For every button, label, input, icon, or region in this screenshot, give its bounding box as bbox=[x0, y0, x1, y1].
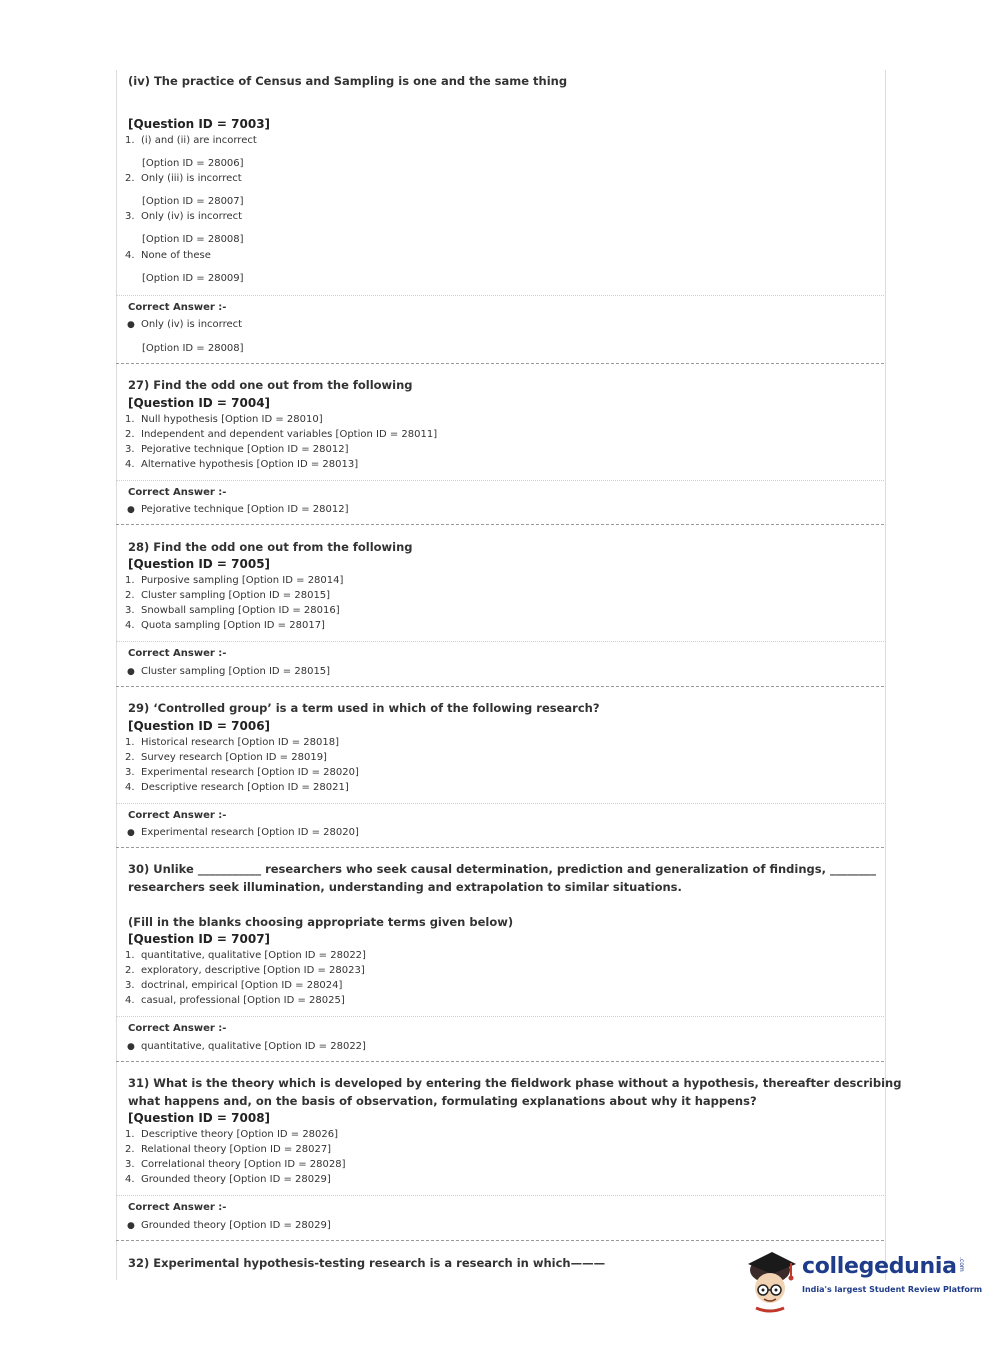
bullet-icon: ● bbox=[127, 1042, 135, 1052]
option-item: 4. Alternative hypothesis [Option ID = 28013] bbox=[125, 459, 359, 470]
option-item: 3. Only (iv) is incorrect bbox=[125, 211, 243, 222]
question-instruction: (Fill in the blanks choosing appropriate terms given below) bbox=[128, 915, 514, 929]
correct-answer: ● quantitative, qualitative [Option ID = 28022] bbox=[127, 1041, 366, 1052]
option-id: [Option ID = 28006] bbox=[142, 158, 244, 169]
bullet-icon: ● bbox=[127, 1221, 135, 1231]
option-id: [Option ID = 28008] bbox=[142, 234, 244, 245]
option-item: 4. Descriptive research [Option ID = 28021] bbox=[125, 782, 349, 793]
logo-tagline: India's largest Student Review Platform bbox=[802, 1285, 983, 1294]
option-item: 4. casual, professional [Option ID = 28025] bbox=[125, 995, 345, 1006]
question-id: [Question ID = 7007] bbox=[128, 932, 271, 946]
question-id: [Question ID = 7004] bbox=[128, 396, 271, 410]
question-separator bbox=[116, 847, 884, 848]
correct-answer: ● Grounded theory [Option ID = 28029] bbox=[127, 1220, 331, 1231]
option-item: 1. Purposive sampling [Option ID = 28014] bbox=[125, 575, 344, 586]
correct-answer-label: Correct Answer :- bbox=[128, 487, 227, 498]
option-item: 2. Survey research [Option ID = 28019] bbox=[125, 752, 327, 763]
correct-answer: ● Cluster sampling [Option ID = 28015] bbox=[127, 666, 331, 677]
collegedunia-logo bbox=[742, 1248, 983, 1318]
question-title: 28) Find the odd one out from the following bbox=[128, 540, 413, 554]
option-id: [Option ID = 28007] bbox=[142, 196, 244, 207]
divider bbox=[116, 1016, 884, 1017]
question-title-line1: 31) What is the theory which is developed by entering the fieldwork phase without a hypothesis, thereafter describing bbox=[128, 1076, 902, 1090]
question-id: [Question ID = 7005] bbox=[128, 557, 271, 571]
question-separator bbox=[116, 363, 884, 364]
option-item: 3. Snowball sampling [Option ID = 28016] bbox=[125, 605, 340, 616]
statement-iv: (iv) The practice of Census and Sampling is one and the same thing bbox=[128, 74, 568, 88]
divider bbox=[116, 1195, 884, 1196]
logo-wordmark: collegedunia bbox=[802, 1254, 957, 1279]
question-separator bbox=[116, 686, 884, 687]
question-separator bbox=[116, 524, 884, 525]
question-separator bbox=[116, 1061, 884, 1062]
option-item: 1. Null hypothesis [Option ID = 28010] bbox=[125, 414, 323, 425]
question-id: [Question ID = 7006] bbox=[128, 719, 271, 733]
divider bbox=[116, 480, 884, 481]
option-id: [Option ID = 28008] bbox=[142, 343, 244, 354]
question-title-line1: 30) Unlike ___________ researchers who seek causal determination, prediction and generalization of findings, ________ bbox=[128, 862, 876, 876]
option-item: 2. Relational theory [Option ID = 28027] bbox=[125, 1144, 332, 1155]
option-item: 4. Grounded theory [Option ID = 28029] bbox=[125, 1174, 331, 1185]
correct-answer-label: Correct Answer :- bbox=[128, 302, 227, 313]
bullet-icon: ● bbox=[127, 828, 135, 838]
option-item: 1. (i) and (ii) are incorrect bbox=[125, 135, 257, 146]
correct-answer-label: Correct Answer :- bbox=[128, 810, 227, 821]
mascot-icon bbox=[742, 1248, 800, 1314]
option-item: 3. Correlational theory [Option ID = 28028] bbox=[125, 1159, 346, 1170]
option-item: 3. Experimental research [Option ID = 28020] bbox=[125, 767, 359, 778]
correct-answer-label: Correct Answer :- bbox=[128, 1202, 227, 1213]
correct-answer-label: Correct Answer :- bbox=[128, 648, 227, 659]
divider bbox=[116, 641, 884, 642]
option-item: 1. quantitative, qualitative [Option ID = 28022] bbox=[125, 950, 366, 961]
option-id: [Option ID = 28009] bbox=[142, 273, 244, 284]
option-item: 3. doctrinal, empirical [Option ID = 28024] bbox=[125, 980, 343, 991]
correct-answer: ● Only (iv) is incorrect bbox=[127, 319, 243, 330]
logo-domain: .com bbox=[958, 1257, 965, 1272]
option-item: 4. None of these bbox=[125, 250, 211, 261]
option-item: 2. Cluster sampling [Option ID = 28015] bbox=[125, 590, 331, 601]
bullet-icon: ● bbox=[127, 667, 135, 677]
question-title: 29) ‘Controlled group’ is a term used in which of the following research? bbox=[128, 701, 600, 715]
option-item: 2. exploratory, descriptive [Option ID = 28023] bbox=[125, 965, 365, 976]
correct-answer: ● Experimental research [Option ID = 28020] bbox=[127, 827, 359, 838]
question-title-line2: what happens and, on the basis of observation, formulating explanations about why it happens? bbox=[128, 1094, 757, 1108]
question-title: 32) Experimental hypothesis-testing research is a research in which——— bbox=[128, 1256, 606, 1270]
option-item: 4. Quota sampling [Option ID = 28017] bbox=[125, 620, 325, 631]
question-id: [Question ID = 7003] bbox=[128, 117, 271, 131]
bullet-icon: ● bbox=[127, 505, 135, 515]
question-title-line2: researchers seek illumination, understanding and extrapolation to similar situations. bbox=[128, 880, 682, 894]
question-separator bbox=[116, 1240, 884, 1241]
question-title: 27) Find the odd one out from the following bbox=[128, 378, 413, 392]
option-item: 2. Only (iii) is incorrect bbox=[125, 173, 242, 184]
option-item: 2. Independent and dependent variables [Option ID = 28011] bbox=[125, 429, 438, 440]
correct-answer-label: Correct Answer :- bbox=[128, 1023, 227, 1034]
divider bbox=[116, 295, 884, 296]
question-id: [Question ID = 7008] bbox=[128, 1111, 271, 1125]
bullet-icon: ● bbox=[127, 320, 135, 330]
divider bbox=[116, 803, 884, 804]
option-item: 3. Pejorative technique [Option ID = 28012] bbox=[125, 444, 349, 455]
option-item: 1. Descriptive theory [Option ID = 28026] bbox=[125, 1129, 339, 1140]
correct-answer: ● Pejorative technique [Option ID = 28012] bbox=[127, 504, 349, 515]
option-item: 1. Historical research [Option ID = 28018] bbox=[125, 737, 340, 748]
